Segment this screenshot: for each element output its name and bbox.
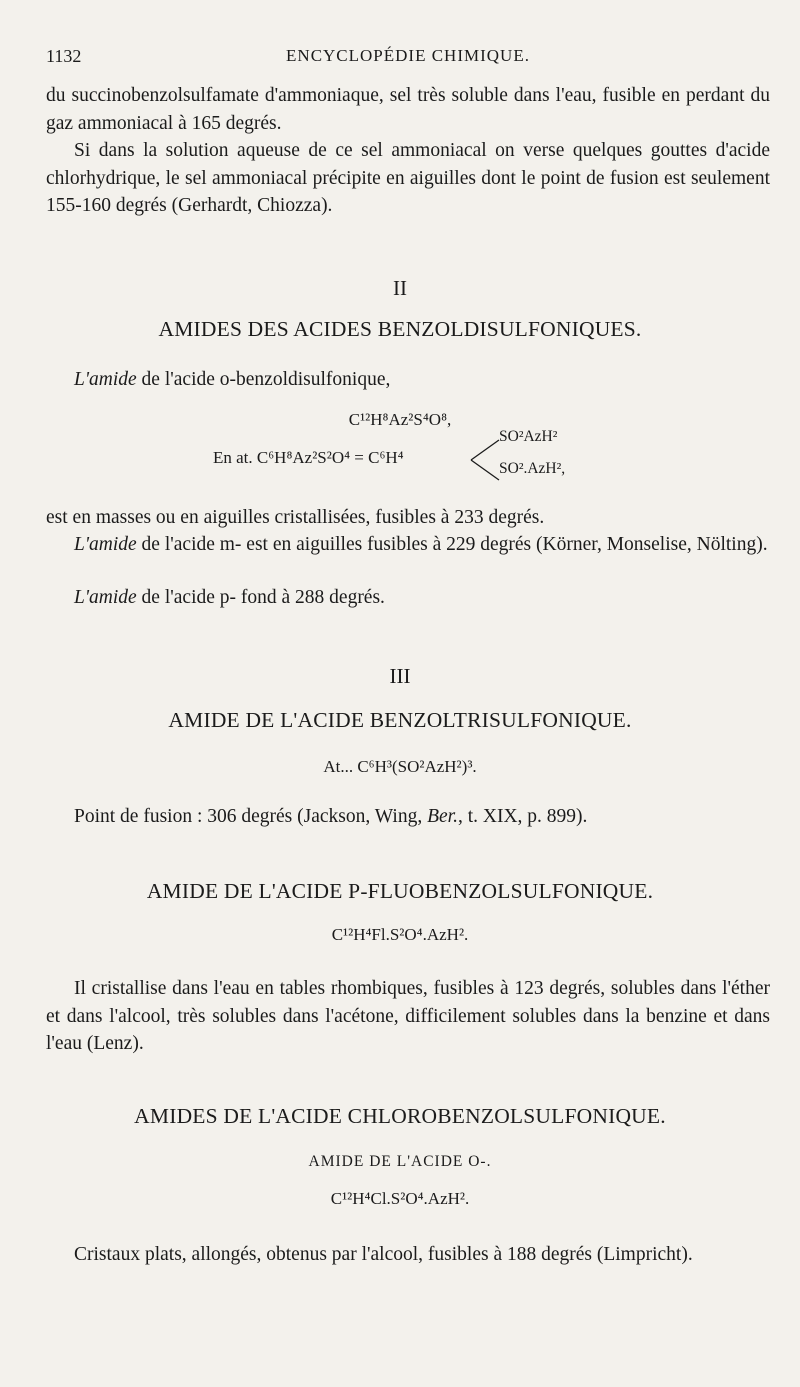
paragraph-chloro: Cristaux plats, allongés, obtenus par l'alcool, fusibles à 188 degrés (Limpricht). xyxy=(74,1244,693,1265)
subheading-amide-o: AMIDE DE L'ACIDE O-. xyxy=(308,1153,492,1170)
paragraph-text: de l'acide p- fond à 288 degrés. xyxy=(136,587,385,608)
paragraph-text: de l'acide o-benzoldisulfonique, xyxy=(136,369,391,390)
formula-atomic-main: En at. C⁶H⁸Az²S²O⁴ = C⁶H⁴ xyxy=(213,448,404,467)
formula-equivalents: C¹²H⁸Az²S⁴O⁸, xyxy=(348,410,452,429)
formula-trisulfonic: At... C⁶H³(SO²AzH²)³. xyxy=(323,757,477,776)
paragraph-amide-o xyxy=(46,366,770,394)
italic-term: L'amide xyxy=(74,369,137,390)
paragraph-chlorhydric: Si dans la solution aqueuse de ce sel ammoniacal on verse quelques gouttes d'acide chlorhydrique, le sel ammoniacal précipite en aiguilles dont le point de fusion est seulement 155-160 degrés (Gerhardt, Chiozza). xyxy=(46,140,770,216)
formula-atomic xyxy=(0,430,800,490)
paragraph-amide-o-props: est en masses ou en aiguilles cristallisées, fusibles à 233 degrés. xyxy=(46,507,545,528)
italic-term: L'amide xyxy=(74,587,137,608)
formula-fluo: C¹²H⁴Fl.S²O⁴.AzH². xyxy=(331,925,469,944)
paragraph-text: Point de fusion : 306 degrés (Jackson, Wing, xyxy=(74,806,428,827)
italic-term: L'amide xyxy=(74,534,137,555)
section-heading-3: AMIDE DE L'ACIDE BENZOLTRISULFONIQUE. xyxy=(168,708,632,732)
page-header xyxy=(46,46,770,74)
section-numeral-2: II xyxy=(393,276,407,300)
paragraph-trisulfonic xyxy=(46,803,770,831)
paragraph-amide-p xyxy=(46,584,770,612)
paragraph-text: , t. XIX, p. 899). xyxy=(457,806,588,827)
formula-chloro: C¹²H⁴Cl.S²O⁴.AzH². xyxy=(330,1189,470,1208)
formula-branch-bottom: SO².AzH², xyxy=(499,460,566,477)
paragraph-fluo: Il cristallise dans l'eau en tables rhombiques, fusibles à 123 degrés, solubles dans l'éther et dans l'alcool, très solubles dans l'acétone, difficilement solubles dans la benzine et dans l'eau (Lenz). xyxy=(46,978,770,1054)
running-title: ENCYCLOPÉDIE CHIMIQUE. xyxy=(286,46,530,65)
page-number: 1132 xyxy=(46,46,82,66)
paragraph-text: de l'acide m- est en aiguilles fusibles à 229 degrés (Körner, Monselise, Nölting). xyxy=(136,534,768,555)
section-heading-fluo: AMIDE DE L'ACIDE P-FLUOBENZOLSULFONIQUE. xyxy=(146,879,654,903)
formula-branch-top: SO²AzH² xyxy=(499,428,558,445)
section-heading-2: AMIDES DES ACIDES BENZOLDISULFONIQUES. xyxy=(158,317,642,341)
branch-lines xyxy=(469,434,501,486)
section-numeral-3: III xyxy=(389,664,411,688)
paragraph-amide-m xyxy=(46,531,770,559)
journal-ref: Ber. xyxy=(427,806,458,827)
paragraph-continuation: du succinobenzolsulfamate d'ammoniaque, sel très soluble dans l'eau, fusible en perdant du gaz ammoniacal à 165 degrés. xyxy=(46,85,770,134)
section-heading-chloro: AMIDES DE L'ACIDE CHLOROBENZOLSULFONIQUE. xyxy=(134,1104,666,1128)
